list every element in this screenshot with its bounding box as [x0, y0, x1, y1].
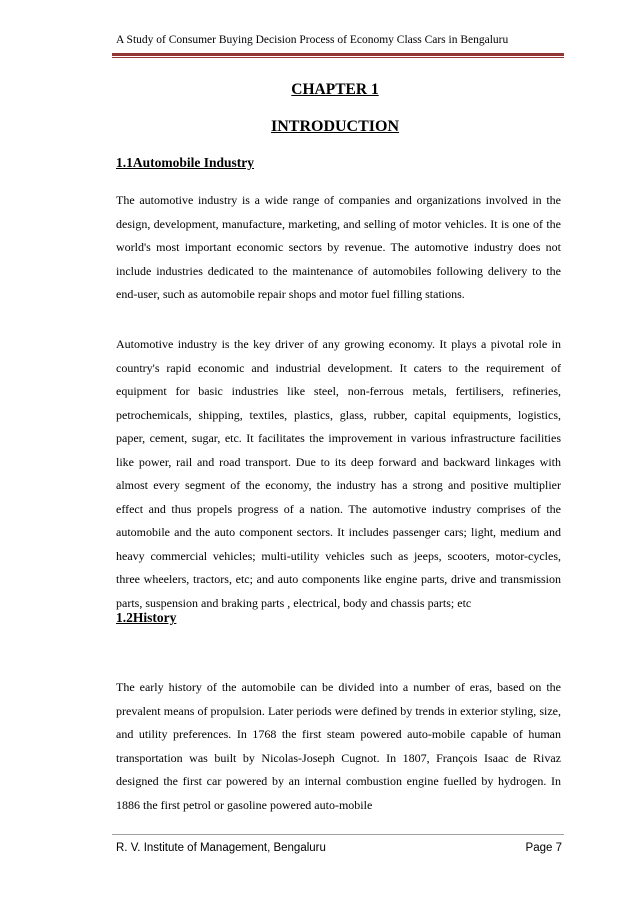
chapter-title: INTRODUCTION	[270, 118, 399, 135]
header-rule-thin	[112, 57, 564, 58]
footer-rule	[112, 834, 564, 835]
section-heading-automobile-industry: 1.1Automobile Industry	[116, 155, 255, 170]
chapter-number: CHAPTER 1	[291, 81, 379, 98]
running-header-title: A Study of Consumer Buying Decision Process of Economy Class Cars in Bengaluru	[116, 34, 509, 46]
footer-page-number: Page 7	[525, 842, 562, 854]
section-heading-history: 1.2History	[116, 610, 177, 625]
paragraph-industry-definition: The automotive industry is a wide range of companies and organizations involved in the design, development, manufacture, marketing, and selling of motor vehicles. It is one of the world's most important economic sectors by revenue. The automotive industry does not include industries dedicated to the maintenance of automobiles following delivery to the end-user, such as automobile repair shops and motor fuel filling stations.	[116, 193, 561, 301]
paragraph-industry-role: Automotive industry is the key driver of any growing economy. It plays a pivotal role in country's rapid economic and industrial development. It caters to the requirement of equipment for basic industries like steel, non-ferrous metals, fertilisers, refineries, petrochemicals, shipping, textiles, plastics, glass, rubber, capital equipments, logistics, paper, cement, sugar, etc. It facilitates the improvement in various infrastructure facilities like power, rail and road transport. Due to its deep forward and backward linkages with almost every segment of the economy, the industry has a strong and positive multiplier effect and thus propels progress of a nation. The automotive industry comprises of the automobile and the auto component sectors. It includes passenger cars; light, medium and heavy commercial vehicles; multi-utility vehicles such as jeeps, scooters, motor-cycles, three wheelers, tractors, etc; and auto components like engine parts, drive and transmission parts, suspension and braking parts , electrical, body and chassis parts; etc	[116, 337, 561, 610]
header-rule-thick	[112, 53, 564, 56]
footer-institution: R. V. Institute of Management, Bengaluru	[116, 842, 326, 854]
paragraph-history: The early history of the automobile can be divided into a number of eras, based on the prevalent means of propulsion. Later periods were defined by trends in exterior styling, size, and utility preferences. In 1768 the first steam powered auto-mobile capable of human transportation was built by Nicolas-Joseph Cugnot. In 1807, François Isaac de Rivaz designed the first car powered by an internal combustion engine fuelled by hydrogen. In 1886 the first petrol or gasoline powered auto-mobile	[116, 680, 561, 812]
